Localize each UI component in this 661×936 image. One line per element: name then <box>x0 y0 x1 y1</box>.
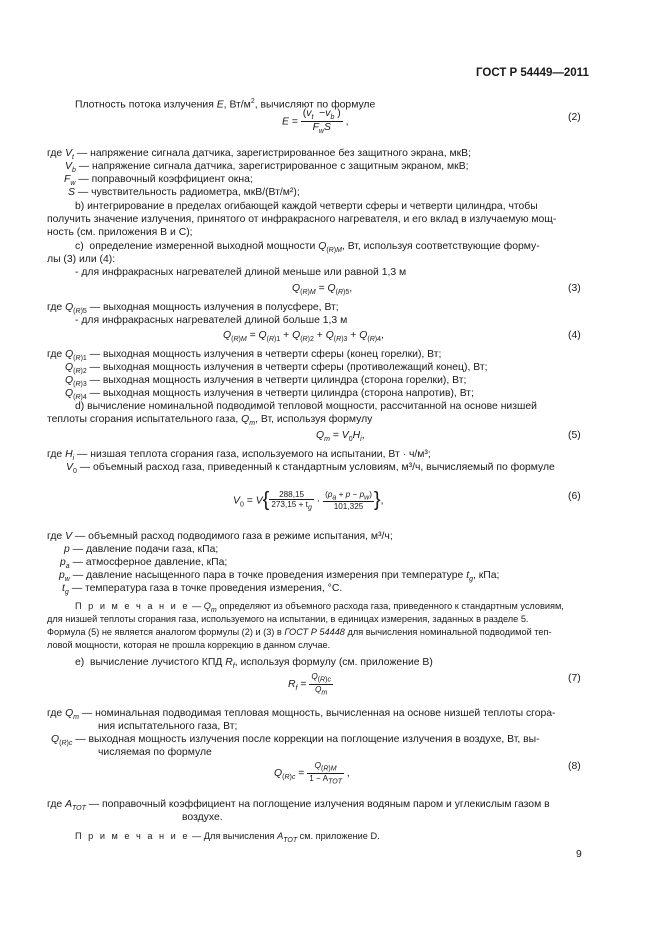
def-p: p — давление подачи газа, кПа; <box>64 544 219 555</box>
def-atot-line1: где $A_{TOT}$ — поправочный коэффициент на поглощение излучения водяным паром и углекислым газом в <box>47 799 550 813</box>
def-pa: $p_a$ — атмосферное давление, кПа; <box>60 557 228 571</box>
def-v0: $V_0$ — объемный расход газа, приведенный к стандартным условиям, м³/ч, вычисляемый по формуле <box>66 462 555 476</box>
paragraph-b-line3: ность (см. приложения В и С); <box>47 227 193 238</box>
def-qr4: $Q_{(R)4}$ — выходная мощность излучения в четверти цилиндра (сторона напротив), Вт; <box>65 388 474 402</box>
def-fw: $F_w$ — поправочный коэффициент окна; <box>64 174 253 188</box>
note-2: П р и м е ч а н и е — Для вычисления $A_{TOT}$ см. приложение D. <box>75 831 380 844</box>
equation-8: $Q_{(R)c}$ = $\frac{Q_{(R)M}}{1 - A_{TOT}}$ , <box>274 761 350 786</box>
def-qr1: где $Q_{(R)1}$ — выходная мощность излучения в четверти сферы (конец горелки), Вт; <box>47 349 442 363</box>
def-qrc-line2: числяемая по формуле <box>98 747 212 758</box>
document-header: ГОСТ Р 54449—2011 <box>476 67 589 79</box>
equation-number-3: (3) <box>568 283 581 294</box>
def-atot-line2: воздухе. <box>182 812 223 823</box>
def-s: S — чувствительность радиометра, мкВ/(Вт/м²); <box>68 187 300 198</box>
note-1-line1: П р и м е ч а н и е — $Q_m$ определяют из объемного расхода газа, приведенного к стандартным условиям, <box>75 601 564 614</box>
paragraph-b-line1: b) интегрирование в пределах огибающей каждой четверти сферы и четверти цилиндра, чтобы <box>75 201 538 212</box>
def-vt: где $V_t$ — напряжение сигнала датчика, зарегистрированное без защитного экрана, мкВ; <box>47 148 471 162</box>
paragraph-flux: Плотность потока излучения E, $Вт/м^2$, вычисляют по формуле <box>75 98 376 111</box>
def-v: где V — объемный расход подводимого газа в режиме испытания, м³/ч; <box>47 531 393 542</box>
def-qm-line1: где $Q_m$ — номинальная подводимая тепловая мощность, вычисленная на основе низшей теплоты сгора- <box>47 708 556 722</box>
def-hi: где $H_i$ — низшая теплота сгорания газа, используемого на испытании, Вт · ч/м³; <box>47 449 431 463</box>
paragraph-dash1: - для инфракрасных нагревателей длиной меньше или равной 1,3 м <box>75 267 407 278</box>
def-pw: $p_w$ — давление насыщенного пара в точке проведения измерения при температуре $t_g$, кПа; <box>59 570 500 584</box>
equation-number-6: (6) <box>568 491 581 502</box>
def-qr2: $Q_{(R)2}$ — выходная мощность излучения в четверти сферы (противолежащий конец), Вт; <box>65 362 488 376</box>
paragraph-c-line2: лы (3) или (4): <box>47 254 116 265</box>
equation-7: $R_f$ = $\frac{Q_{(R)c}}{Q_m}$ <box>288 672 331 697</box>
def-qr3: $Q_{(R)3}$ — выходная мощность излучения в четверти цилиндра (сторона горелки), Вт; <box>65 375 467 389</box>
equation-number-7: (7) <box>568 673 581 684</box>
note-1-line3: Формула (5) не является аналогом формулы (2) и (3) в ГОСТ Р 54448 для вычисления номинальной подводимой теп- <box>47 627 552 637</box>
equation-number-5: (5) <box>568 430 581 441</box>
note-1-line2: для низшей теплоты сгорания газа, используемого на испытании, в единицах измерения, заданных в разделе 5. <box>47 614 529 624</box>
def-tg: $t_g$ — температура газа в точке проведения измерения, °С. <box>62 583 343 597</box>
equation-6: $V_0 = V${ $\frac{288,15}{273,15 + t_g}$ · $\frac{(p_a + p - p_w)}{101,325}$ }, <box>233 489 384 512</box>
def-qm-line2: ния испытательного газа, Вт; <box>98 721 238 732</box>
equation-number-8: (8) <box>568 761 581 772</box>
paragraph-b-line2: получить значение излучения, принятого от инфракрасного нагревателя, и его вклад в излучаемую мощ- <box>47 214 557 225</box>
equation-number-4: (4) <box>568 330 581 341</box>
paragraph-dash2: - для инфракрасных нагревателей длиной больше 1,3 м <box>75 315 348 326</box>
equation-4: $Q_{(R)M} = Q_{(R)1} + Q_{(R)2} + Q_{(R)3} + Q_{(R)4}$, <box>223 330 384 344</box>
equation-5: $Q_m = V_0H_i$, <box>316 430 365 444</box>
equation-2: E = $\frac{(v_t -v_b )}{F_wS}$ , <box>282 108 349 136</box>
paragraph-e: e) вычисление лучистого КПД $R_f$, используя формулу (см. приложение В) <box>75 657 433 671</box>
def-vb: $V_b$ — напряжение сигнала датчика, зарегистрированное с защитным экраном, мкВ; <box>65 161 469 175</box>
paragraph-c-line1: c) определение измеренной выходной мощности $Q_{(R)M}$, Вт, используя соответствующие форму- <box>75 241 540 255</box>
page-number: 9 <box>576 849 582 860</box>
note-1-line4: ловой мощности, которая не прошла коррекцию в данном случае. <box>47 640 331 650</box>
paragraph-d-line1: d) вычисление номинальной подводимой тепловой мощности, рассчитанной на основе низшей <box>75 401 537 412</box>
equation-number-2: (2) <box>568 112 581 123</box>
paragraph-d-line2: теплоты сгорания испытательного газа, $Q_m$, Вт, используя формулу <box>47 414 373 428</box>
equation-3: $Q_{(R)M} = Q_{(R)5}$, <box>292 283 353 297</box>
def-qr5: где $Q_{(R)5}$ — выходная мощность излучения в полусфере, Вт; <box>47 302 339 316</box>
def-qrc-line1: $Q_{(R)c}$ — выходная мощность излучения после коррекции на поглощение излучения в воздухе, Вт, вы- <box>51 734 540 748</box>
